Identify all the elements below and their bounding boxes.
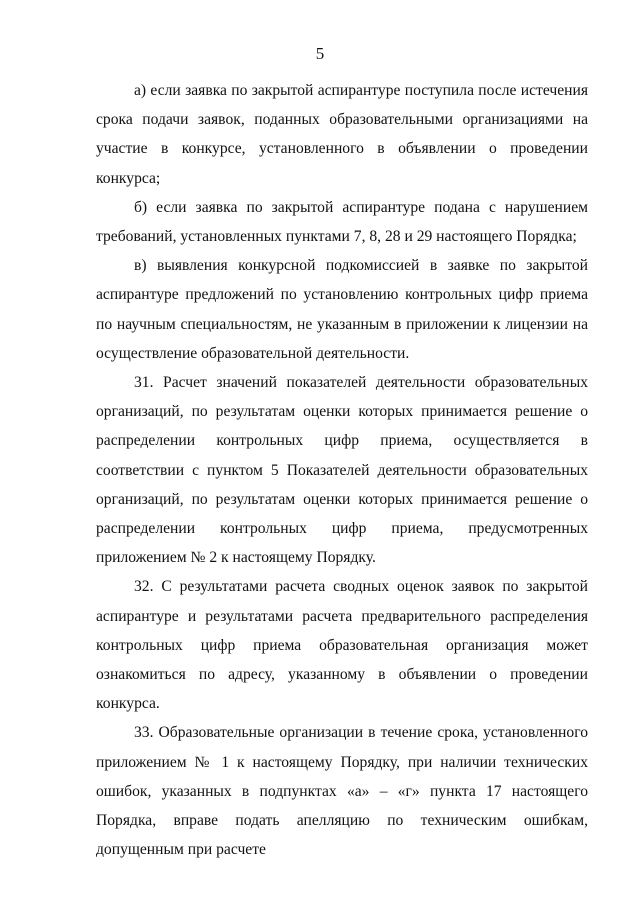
document-body: [96, 76, 588, 864]
paragraph-c: в) выявления конкурсной подкомиссией в заявке по закрытой аспирантуре предложений по установлению контрольных цифр приема по научным специальностям, не указанным в приложении к лицензии на осуществление образовательной деятельности.: [96, 257, 588, 362]
paragraph-a: а) если заявка по закрытой аспирантуре поступила после истечения срока подачи заявок, поданных образовательными организациями на участие в конкурсе, установленного в объявлении о проведении конкурса;: [96, 82, 588, 187]
paragraph-31: 31. Расчет значений показателей деятельности образовательных организаций, по результатам оценки которых принимается решение о распределении контрольных цифр приема, осуществляется в соответствии с пунктом 5 Показателей деятельности образовательных организаций, по результатам оценки которых принимается решение о распределении контрольных цифр приема, предусмотренных приложением № 2 к настоящему Порядку.: [96, 374, 588, 567]
paragraph-b: б) если заявка по закрытой аспирантуре подана с нарушением требований, установленных пунктами 7, 8, 28 и 29 настоящего Порядка;: [96, 198, 588, 246]
page-number: 5: [315, 44, 325, 63]
paragraph-33: 33. Образовательные организации в течение срока, установленного приложением № 1 к настоящему Порядку, при наличии технических ошибок, указанных в подпунктах «а» – «г» пункта 17 настоящего Порядка, вправе подать апелляцию по техническим ошибкам, допущенным при расчете: [96, 724, 588, 859]
paragraph-32: 32. С результатами расчета сводных оценок заявок по закрытой аспирантуре и результатами расчета предварительного распределения контрольных цифр приема образовательная организация может ознакомиться по адресу, указанному в объявлении о проведении конкурса.: [96, 578, 588, 713]
